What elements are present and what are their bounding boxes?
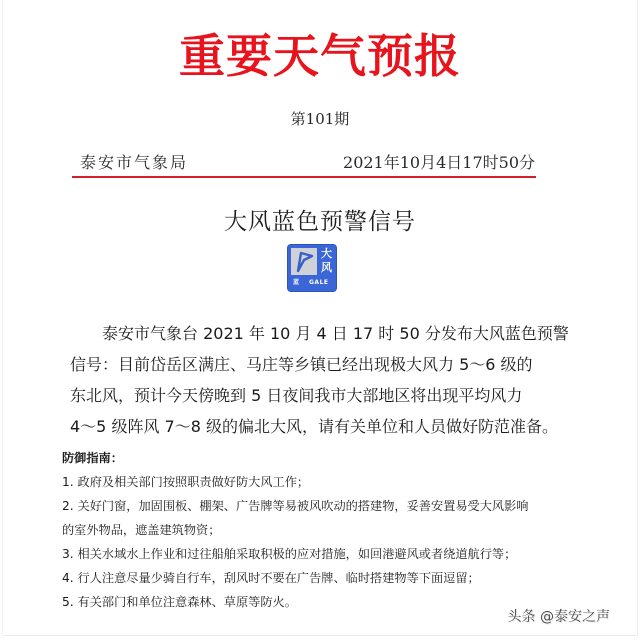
guide-item: 5. 有关部门和单位注意森林、草原等防火。 (62, 595, 297, 609)
defense-guide (62, 446, 582, 614)
signal-level-label: 蓝 (293, 279, 300, 286)
body-line: 东北风，预计今天傍晚到 5 日夜间我市大部地区将出现平均风力 (70, 386, 523, 405)
header-divider (72, 176, 536, 178)
source-watermark: 头条 @泰安之声 (507, 609, 610, 625)
signal-char-2: 风 (321, 261, 332, 274)
guide-item: 3. 相关水域水上作业和过往船舶采取积极的应对措施，如回港避风或者绕道航行等； (62, 547, 517, 561)
body-line: 4～5 级阵风 7～8 级的偏北大风，请有关单位和人员做好防范准备。 (70, 417, 558, 436)
signal-title: 大风蓝色预警信号 (224, 209, 416, 235)
signal-english-label: GALE (309, 279, 329, 286)
wind-flag-icon (291, 248, 317, 275)
guide-item: 4. 行人注意尽量少骑自行车，刮风时不要在广告牌、临时搭建物等下面逗留； (62, 571, 480, 585)
issuing-agency: 泰安市气象局 (80, 153, 189, 172)
warning-body (70, 318, 570, 442)
signal-char-1: 大 (321, 247, 332, 260)
gale-blue-warning-icon (288, 245, 336, 291)
guide-item: 2. 关好门窗，加固围板、棚架、广告牌等易被风吹动的搭建物，妥善安置易受大风影响 (62, 499, 529, 513)
issue-number: 第101期 (290, 110, 350, 128)
guide-item: 的室外物品，遮盖建筑物资； (62, 523, 221, 537)
masthead-title: 重要天气预报 (179, 29, 461, 83)
signal-label-bar (291, 278, 333, 288)
issued-datetime: 2021年10月4日17时50分 (343, 153, 535, 172)
body-line: 泰安市气象台 2021 年 10 月 4 日 17 时 50 分发布大风蓝色预警 (102, 324, 569, 343)
guide-heading: 防御指南： (62, 451, 123, 465)
guide-item: 1. 政府及相关部门按照职责做好防大风工作； (62, 475, 310, 489)
body-line: 信号：目前岱岳区满庄、马庄等乡镇已经出现极大风力 5～6 级的 (70, 355, 533, 374)
signal-chars (319, 247, 334, 276)
